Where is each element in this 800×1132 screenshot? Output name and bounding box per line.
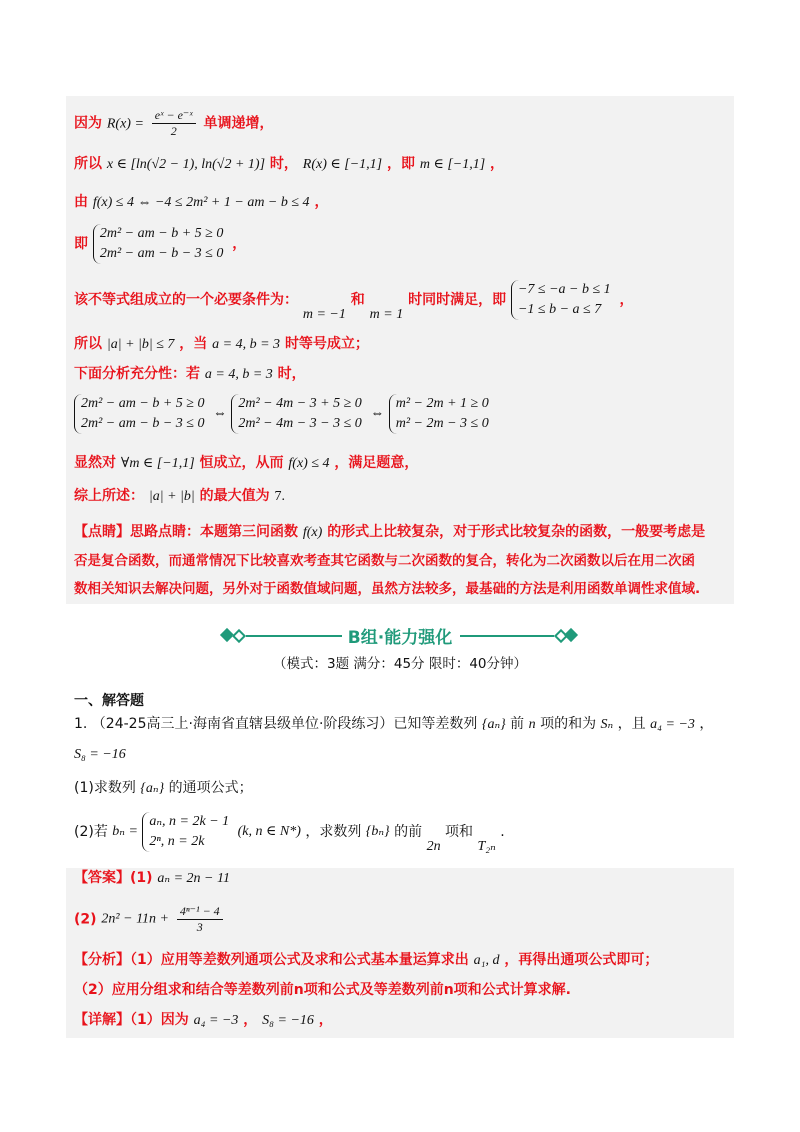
- text: 综上所述：: [74, 488, 144, 504]
- row: 2m² − am − b + 5 ≥ 0: [81, 396, 205, 411]
- question-1-line-2: [74, 744, 126, 765]
- text: 思路点睛：本题第三问函数: [130, 524, 298, 540]
- text: 项和: [445, 824, 474, 840]
- text: (2)若: [74, 824, 108, 840]
- equiv-symbol: ⇔: [370, 406, 385, 421]
- text: 显然对: [74, 455, 116, 471]
- math: R(x) =: [106, 116, 144, 132]
- math: a = 4, b = 3: [212, 337, 281, 352]
- answer-label: 【答案】: [74, 870, 130, 886]
- math: a₄ = −3: [193, 1013, 239, 1028]
- row: 2ⁿ, n = 2k: [149, 834, 205, 849]
- text: 时，: [269, 156, 298, 172]
- math: Sₙ: [600, 717, 614, 732]
- text: ，: [318, 1012, 333, 1028]
- math: a₁, d: [473, 953, 500, 968]
- text: .: [500, 824, 505, 840]
- text: ，: [314, 194, 329, 210]
- solution-line-9: [74, 453, 418, 474]
- solution-line-3: [74, 192, 328, 213]
- text: 恒成立，从而: [199, 455, 284, 471]
- inequality-system: [389, 394, 489, 434]
- math: R(x) ∈ [−1,1]: [302, 157, 383, 172]
- row: m² − 2m + 1 ≥ 0: [395, 396, 489, 411]
- diamond-icon: [564, 628, 578, 642]
- math: |a| + |b|: [148, 489, 195, 504]
- math: aₙ = 2n − 11: [157, 871, 230, 886]
- math: f(x): [302, 525, 323, 540]
- text: ，: [243, 1012, 258, 1028]
- text: （1）因为: [130, 1012, 189, 1028]
- text: ，求数列: [305, 824, 362, 840]
- math: bₙ =: [112, 824, 138, 839]
- detail-label: 【详解】: [74, 1012, 130, 1028]
- text: ，即: [386, 156, 415, 172]
- math: a₄ = −3: [650, 717, 695, 732]
- inequality-system: [231, 394, 361, 434]
- inequality-system: [74, 394, 204, 434]
- analysis-label: 【分析】: [74, 952, 130, 968]
- row: 2m² − am − b − 3 ≤ 0: [81, 416, 205, 431]
- fraction: [152, 108, 196, 139]
- note-line-2: 否是复合函数，而通常情况下比较喜欢考查其它函数与二次函数的复合，转化为二次函数以后在用二次函: [74, 553, 695, 569]
- question-1-line-1: [74, 714, 713, 735]
- text: (2): [74, 911, 97, 928]
- text: (1)求数列: [74, 780, 136, 796]
- note-label: 【点睛】: [74, 524, 130, 540]
- math: f(x) ≤ 4: [288, 456, 330, 471]
- text: （1）应用等差数列通项公式及求和公式基本量运算求出: [130, 952, 469, 968]
- text: ，再得出通项公式即可；: [504, 952, 659, 968]
- divider-right: [460, 635, 554, 637]
- text: ，: [699, 716, 714, 732]
- solution-line-7: [74, 364, 306, 385]
- divider-left: [246, 635, 342, 637]
- piecewise-system: [142, 812, 229, 852]
- text: 的形式上比较复杂，对于形式比较复杂的函数，一般要考虑是: [327, 524, 706, 540]
- row: aₙ, n = 2k − 1: [149, 814, 230, 829]
- text: 因为: [74, 115, 102, 132]
- equivalence-chain: [74, 394, 493, 434]
- row: m² − 2m − 3 ≤ 0: [395, 416, 489, 431]
- math: a = 4, b = 3: [204, 367, 273, 382]
- analysis-line-1: [74, 950, 658, 971]
- math: n: [528, 717, 536, 732]
- detail-line-1: [74, 1010, 333, 1031]
- inequality-system: [93, 224, 223, 264]
- math: S₈ = −16: [262, 1013, 314, 1028]
- math: {aₙ}: [140, 781, 165, 796]
- question-1-part-1: [74, 778, 253, 799]
- text: 单调递增，: [203, 115, 274, 132]
- text: ，且: [617, 716, 646, 732]
- banner-subtitle: （模式：3题 满分：45分 限时：40分钟）: [272, 656, 528, 672]
- math: m ∈ [−1,1]: [419, 157, 486, 172]
- note-line-3: 数相关知识去解决问题，另外对于函数值域问题，虽然方法较多，最基础的方法是利用函数单调性求值域.: [74, 581, 701, 597]
- numerator: eˣ − e⁻ˣ: [152, 108, 196, 124]
- solution-line-1: [74, 108, 274, 139]
- text: 该不等式组成立的一个必要条件为：: [74, 292, 298, 308]
- text: ，满足题意，: [334, 455, 419, 471]
- text: 项的和为: [540, 716, 597, 732]
- text: ，当: [179, 336, 208, 352]
- math: 2n² − 11n +: [101, 911, 169, 927]
- math: (k, n ∈ N*): [237, 824, 301, 839]
- math: {aₙ}: [481, 717, 506, 732]
- numerator: 4ⁿ⁻¹ − 4: [177, 904, 223, 920]
- row: −1 ≤ b − a ≤ 7: [517, 302, 602, 317]
- fraction: [177, 904, 223, 935]
- denominator: 2: [170, 124, 177, 138]
- row: −7 ≤ −a − b ≤ 1: [517, 282, 611, 297]
- solution-line-5: [74, 280, 634, 325]
- section-banner: [220, 623, 580, 649]
- math: T₂ₙ: [477, 839, 496, 854]
- math: {bₙ}: [365, 824, 390, 839]
- solution-line-4: [74, 224, 246, 264]
- row: 2m² − am − b + 5 ≥ 0: [99, 226, 224, 241]
- math: ∀m ∈ [−1,1]: [120, 456, 195, 471]
- text: 时等号成立；: [284, 336, 369, 352]
- text: 时同时满足，即: [408, 292, 507, 308]
- text: ，: [232, 236, 247, 252]
- text: 和: [350, 292, 365, 308]
- section-heading: 一、解答题: [74, 693, 144, 709]
- text: 时，: [277, 366, 306, 382]
- text: 的前: [394, 824, 423, 840]
- diamond-outline-icon: [232, 629, 246, 643]
- text: 1. （24-25高三上·海南省直辖县级单位·阶段练习）已知等差数列: [74, 716, 478, 732]
- math: m = −1: [302, 307, 346, 322]
- math: 2n: [426, 839, 441, 854]
- row: 2m² − am − b − 3 ≤ 0: [99, 246, 224, 261]
- text: 所以: [74, 156, 102, 172]
- value: 7.: [274, 489, 285, 504]
- analysis-line-2: （2）应用分组求和结合等差数列前n项和公式及等差数列前n项和公式计算求解.: [74, 982, 571, 998]
- solution-line-6: [74, 334, 369, 355]
- text: 的通项公式；: [168, 780, 253, 796]
- equiv-symbol: ⇔: [212, 406, 227, 421]
- row: 2m² − 4m − 3 − 3 ≤ 0: [238, 416, 362, 431]
- text: ，: [619, 292, 634, 308]
- math: x ∈ [ln(√2 − 1), ln(√2 + 1)]: [106, 157, 266, 172]
- question-1-part-2: [74, 812, 505, 857]
- text: 即: [74, 236, 88, 252]
- text: 的最大值为: [199, 488, 270, 504]
- row: 2m² − 4m − 3 + 5 ≥ 0: [238, 396, 362, 411]
- solution-line-2: [74, 154, 504, 175]
- text: ，: [490, 156, 505, 172]
- banner-title: B组·能力强化: [347, 628, 453, 648]
- inequality-system: [511, 280, 611, 320]
- answer-line-1: [74, 868, 230, 889]
- math: |a| + |b| ≤ 7: [106, 337, 175, 352]
- denominator: 3: [196, 920, 203, 934]
- solution-line-10: [74, 486, 285, 507]
- note-line-1: [74, 522, 705, 543]
- text: 前: [510, 716, 525, 732]
- text: 所以: [74, 336, 102, 352]
- math: S₈ = −16: [74, 747, 126, 762]
- text: 由: [74, 194, 88, 210]
- answer-line-2: [74, 904, 226, 935]
- math: m = 1: [369, 307, 404, 322]
- text: (1): [130, 870, 153, 886]
- text: 下面分析充分性：若: [74, 366, 200, 382]
- math: f(x) ≤ 4 ⇔ −4 ≤ 2m² + 1 − am − b ≤ 4: [92, 195, 310, 210]
